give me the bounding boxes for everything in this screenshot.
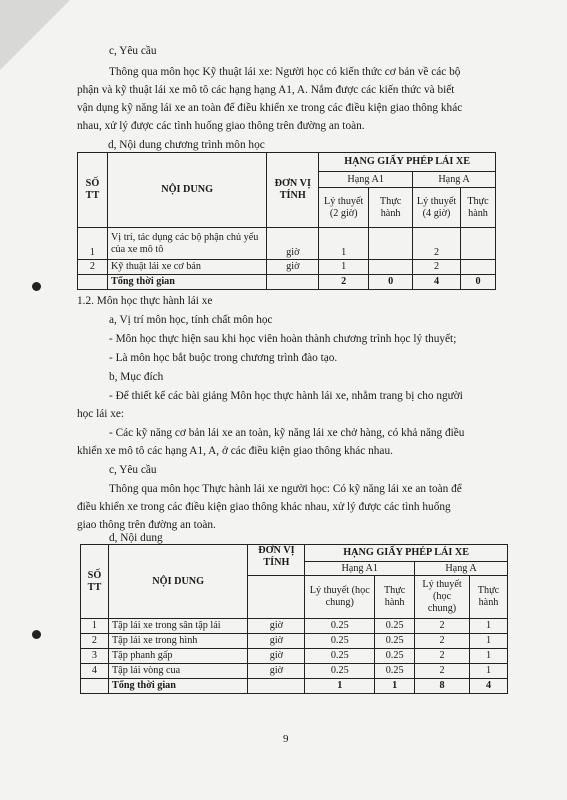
paragraph-line: Thông qua môn học Kỹ thuật lái xe: Người học có kiến thức cơ bản về các bộ — [109, 66, 461, 78]
cell-stt: 2 — [78, 260, 108, 275]
table-row — [81, 664, 508, 679]
table-total-row — [81, 679, 508, 694]
table-total-row — [78, 275, 496, 290]
page-number: 9 — [283, 733, 289, 745]
cell-a1-practice — [369, 228, 413, 260]
header-stt: SỐ TT — [78, 153, 108, 228]
cell-stt: 2 — [81, 634, 109, 649]
paragraph-line: - Để thiết kế các bài giảng Môn học thực hành lái xe, nhằm trang bị cho người — [109, 390, 463, 402]
cell-total-a-practice: 4 — [469, 679, 507, 694]
header-license: HẠNG GIẤY PHÉP LÁI XE — [305, 545, 508, 562]
cell-a-practice: 1 — [469, 619, 507, 634]
cell-a-practice — [461, 228, 496, 260]
cell-a1-practice: 0.25 — [375, 619, 415, 634]
table-row — [81, 634, 508, 649]
folded-corner — [0, 0, 70, 70]
cell-content: Tập lái xe trong sân tập lái — [108, 619, 248, 634]
header-a-theory: Lý thuyết (học chung) — [415, 576, 470, 619]
header-license: HẠNG GIẤY PHÉP LÁI XE — [319, 153, 496, 172]
cell-total-label: Tổng thời gian — [108, 679, 248, 694]
cell-total-a1-theory: 1 — [305, 679, 375, 694]
cell-content: Tập lái vòng cua — [108, 664, 248, 679]
header-class-a: Hạng A — [413, 172, 496, 188]
cell-a-theory: 2 — [415, 619, 470, 634]
cell-a-practice — [461, 260, 496, 275]
cell-a1-practice: 0.25 — [375, 649, 415, 664]
cell-unit: giờ — [248, 634, 305, 649]
cell-a-practice: 1 — [469, 649, 507, 664]
header-stt: SỐ TT — [81, 545, 109, 619]
cell-a-practice: 1 — [469, 634, 507, 649]
cell-a1-theory: 1 — [319, 228, 369, 260]
cell-unit: giờ — [267, 228, 319, 260]
paragraph-line: - Các kỹ năng cơ bản lái xe an toàn, kỹ năng lái xe chở hàng, có khả năng điều — [109, 427, 465, 439]
curriculum-table-1 — [77, 152, 496, 290]
cell-a-theory: 2 — [413, 260, 461, 275]
section-b-title: b, Mục đích — [109, 371, 164, 383]
cell-content: Vị trí, tác dụng các bộ phận chủ yếu của xe mô tô — [107, 228, 266, 260]
cell-unit: giờ — [248, 649, 305, 664]
cell-stt: 3 — [81, 649, 109, 664]
cell-a1-practice: 0.25 — [375, 634, 415, 649]
header-a1-theory: Lý thuyết (học chung) — [305, 576, 375, 619]
paragraph-line: Thông qua môn học Thực hành lái xe người học: Có kỹ năng lái xe an toàn để — [109, 483, 462, 495]
cell-total-a-practice: 0 — [461, 275, 496, 290]
paragraph-line: - Là môn học bắt buộc trong chương trình đào tạo. — [109, 352, 338, 364]
paragraph-line: nhau, xử lý được các tình huống giao thông trên đường an toàn. — [77, 120, 365, 132]
cell-a-theory: 2 — [415, 634, 470, 649]
paragraph-line: điều khiển xe trong các điều kiện giao thông khác nhau, xử lý được các tình huống — [77, 501, 451, 513]
header-content: NỘI DUNG — [108, 545, 248, 619]
cell-total-a1-practice: 0 — [369, 275, 413, 290]
cell-a1-theory: 0.25 — [305, 664, 375, 679]
paragraph-line: học lái xe: — [77, 408, 125, 420]
header-a1-practice: Thực hành — [375, 576, 415, 619]
cell-a1-practice: 0.25 — [375, 664, 415, 679]
table-row — [78, 260, 496, 275]
paragraph-line: phận và kỹ thuật lái xe mô tô các hạng hạng A1, A. Nắm được các kiến thức và biết — [77, 84, 455, 96]
punch-hole-bottom — [32, 630, 41, 639]
cell-a1-theory: 0.25 — [305, 649, 375, 664]
cell-stt: 1 — [78, 228, 108, 260]
cell-a-theory: 2 — [415, 664, 470, 679]
header-a-theory: Lý thuyết (4 giờ) — [413, 188, 461, 228]
cell-stt: 4 — [81, 664, 109, 679]
paragraph-line: giao thông trên đường an toàn. — [77, 519, 216, 531]
punch-hole-top — [32, 282, 41, 291]
cell-unit: giờ — [267, 260, 319, 275]
section-d2-title: d, Nội dung — [109, 532, 163, 544]
header-a-practice: Thực hành — [469, 576, 507, 619]
cell-a-theory: 2 — [415, 649, 470, 664]
paragraph-line: - Môn học thực hiện sau khi học viên hoàn thành chương trình học lý thuyết; — [109, 333, 457, 345]
cell-a1-practice — [369, 260, 413, 275]
table-row — [81, 649, 508, 664]
cell-total-a-theory: 8 — [415, 679, 470, 694]
section-a-title: a, Vị trí môn học, tính chất môn học — [109, 314, 273, 326]
cell-a1-theory: 0.25 — [305, 634, 375, 649]
cell-unit: giờ — [248, 664, 305, 679]
header-a-practice: Thực hành — [461, 188, 496, 228]
header-content: NỘI DUNG — [107, 153, 266, 228]
cell-a-practice: 1 — [469, 664, 507, 679]
section-c2-title: c, Yêu cầu — [109, 464, 157, 476]
cell-content: Tập phanh gấp — [108, 649, 248, 664]
header-unit: ĐƠN VỊ TÍNH — [248, 545, 305, 576]
cell-a1-theory: 0.25 — [305, 619, 375, 634]
cell-content: Tập lái xe trong hình — [108, 634, 248, 649]
section-c1-title: c, Yêu cầu — [109, 45, 157, 57]
header-class-a1: Hạng A1 — [305, 562, 415, 576]
table-row — [81, 619, 508, 634]
section-d1-title: d, Nội dung chương trình môn học — [108, 139, 265, 151]
cell-total-a1-practice: 1 — [375, 679, 415, 694]
table-row — [78, 228, 496, 260]
section-1-2-title: 1.2. Môn học thực hành lái xe — [77, 295, 213, 307]
cell-total-a1-theory: 2 — [319, 275, 369, 290]
cell-a-theory: 2 — [413, 228, 461, 260]
header-class-a1: Hạng A1 — [319, 172, 413, 188]
paragraph-line: khiển xe mô tô các hạng A1, A, ở các điều kiện giao thông khác nhau. — [77, 445, 393, 457]
header-unit: ĐƠN VỊ TÍNH — [267, 153, 319, 228]
cell-content: Kỹ thuật lái xe cơ bản — [107, 260, 266, 275]
cell-total-label: Tổng thời gian — [107, 275, 266, 290]
header-a1-theory: Lý thuyết (2 giờ) — [319, 188, 369, 228]
header-class-a: Hạng A — [415, 562, 508, 576]
cell-total-a-theory: 4 — [413, 275, 461, 290]
paragraph-line: vận dụng kỹ năng lái xe an toàn để điều khiển xe trong các điều kiện giao thông khác — [77, 102, 463, 114]
header-a1-practice: Thực hành — [369, 188, 413, 228]
cell-unit: giờ — [248, 619, 305, 634]
curriculum-table-2 — [80, 544, 508, 694]
cell-stt: 1 — [81, 619, 109, 634]
cell-a1-theory: 1 — [319, 260, 369, 275]
